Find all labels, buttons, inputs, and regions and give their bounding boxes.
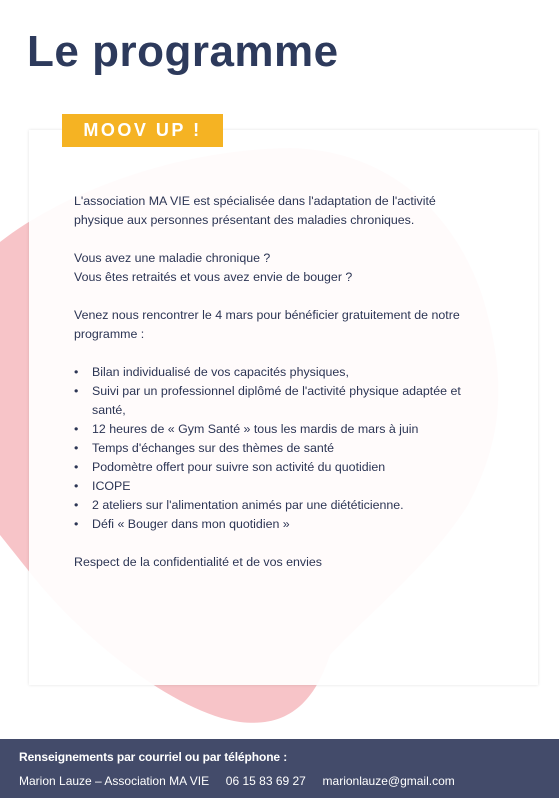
invitation-line-2: programme : [74,327,145,341]
contact-name: Marion Lauze – Association MA VIE [19,774,210,788]
list-item [74,496,499,515]
list-item [74,363,499,382]
list-item [74,382,499,420]
list-item-text: Suivi par un professionnel diplômé de l'activité physique adaptée et [92,384,461,398]
list-item-text: Bilan individualisé de vos capacités physiques, [92,365,349,379]
list-item [74,420,499,439]
bullet-icon: • [74,422,79,436]
program-list [74,363,499,534]
list-item-text: 12 heures de « Gym Santé » tous les mardis de mars à juin [92,422,419,436]
bullet-icon: • [74,498,79,512]
list-item-text-continued: santé, [92,403,126,417]
intro-line-2: physique aux personnes présentant des maladies chroniques. [74,213,415,227]
contact-email[interactable]: marionlauze@gmail.com [322,774,455,788]
bullet-icon: • [74,460,79,474]
invitation-line-1: Venez nous rencontrer le 4 mars pour bénéficier gratuitement de notre [74,308,460,322]
list-item-text: Temps d'échanges sur des thèmes de santé [92,441,335,455]
question-2: Vous êtes retraités et vous avez envie de bouger ? [74,270,353,284]
list-item [74,439,499,458]
list-item [74,458,499,477]
list-item [74,477,499,496]
intro-paragraph [74,192,499,230]
contact-phone[interactable]: 06 15 83 69 27 [225,774,306,788]
closing-paragraph: Respect de la confidentialité et de vos envies [74,555,322,569]
list-item-text: Podomètre offert pour suivre son activité du quotidien [92,460,386,474]
list-item [74,515,499,534]
intro-line-1: L'association MA VIE est spécialisée dans l'adaptation de l'activité [74,194,436,208]
footer-contact-line [19,774,455,788]
invitation-paragraph [74,306,499,344]
question-1: Vous avez une maladie chronique ? [74,251,271,265]
bullet-icon: • [74,384,79,398]
program-content [74,192,499,591]
list-item-text: ICOPE [92,479,131,493]
bullet-icon: • [74,365,79,379]
page-title: Le programme [27,27,339,76]
list-item-text: 2 ateliers sur l'alimentation animés par une diététicienne. [92,498,404,512]
bullet-icon: • [74,441,79,455]
moov-up-badge: MOOV UP ! [62,114,223,147]
footer-heading: Renseignements par courriel ou par téléphone : [19,750,288,764]
contact-footer [0,739,559,798]
bullet-icon: • [74,479,79,493]
list-item-text: Défi « Bouger dans mon quotidien » [92,517,290,531]
questions-paragraph [74,249,499,287]
bullet-icon: • [74,517,79,531]
